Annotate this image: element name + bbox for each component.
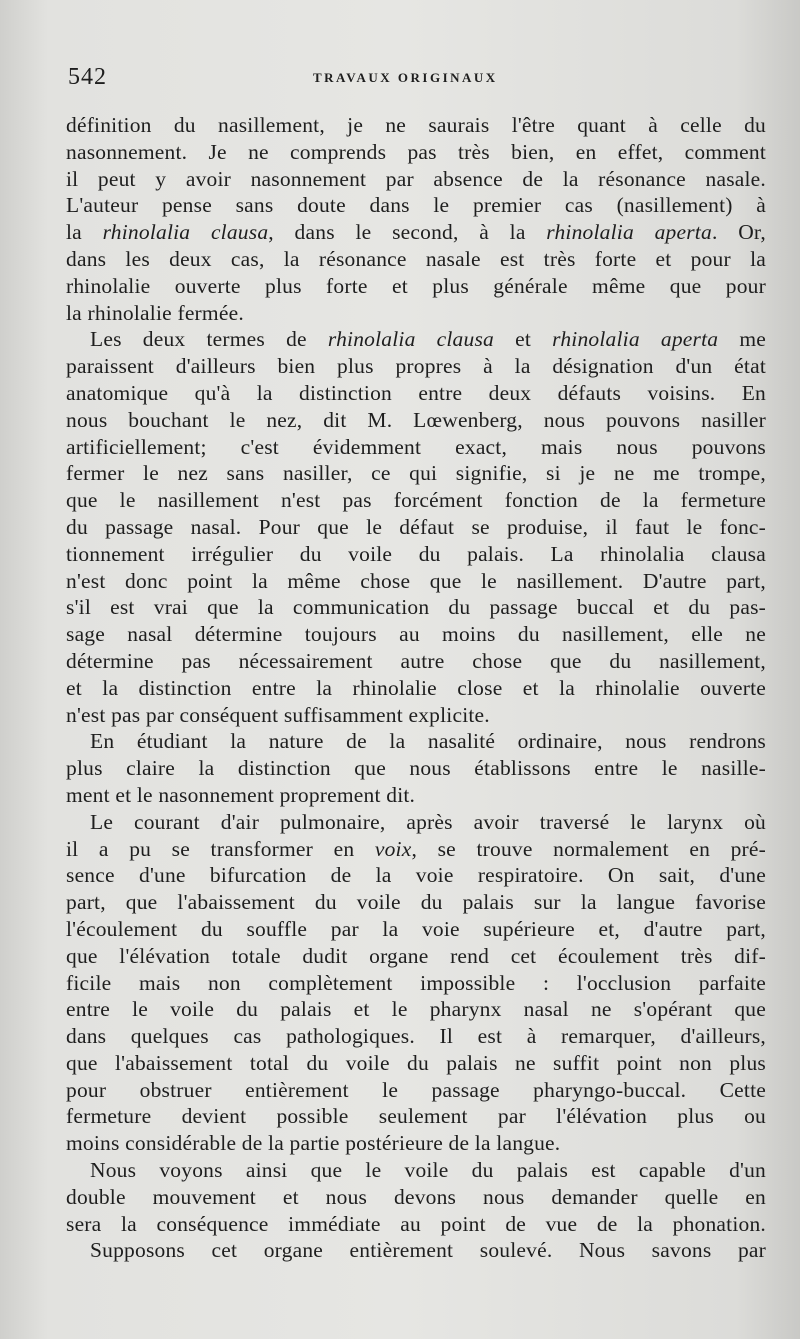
text-line: sera la conséquence immédiate au point de vue de la phonation. bbox=[66, 1211, 766, 1236]
text-line: plus claire la distinction que nous établissons entre le nasille- bbox=[66, 756, 766, 781]
text-line: rhinolalie ouverte plus forte et plus générale même que pour bbox=[66, 273, 766, 298]
text-line: et la distinction entre la rhinolalie close et la rhinolalie ouverte bbox=[66, 675, 766, 700]
text-line: paraissent d'ailleurs bien plus propres à la désignation d'un état bbox=[66, 354, 766, 379]
text-line: détermine pas nécessairement autre chose que du nasillement, bbox=[66, 648, 766, 673]
text-line: que l'abaissement total du voile du palais ne suffit point non plus bbox=[66, 1050, 766, 1075]
text-line: que le nasillement n'est pas forcément fonction de la fermeture bbox=[66, 488, 766, 513]
text-line: fermer le nez sans nasiller, ce qui signifie, si je ne me trompe, bbox=[66, 461, 766, 486]
paragraph-3 bbox=[66, 728, 766, 808]
paragraph-1 bbox=[66, 112, 766, 326]
text-line: n'est pas par conséquent suffisamment explicite. bbox=[66, 702, 490, 727]
text-line: entre le voile du palais et le pharynx nasal ne s'opérant que bbox=[66, 997, 766, 1022]
paragraph-6 bbox=[66, 1237, 766, 1264]
text-line: que l'élévation totale dudit organe rend cet écoulement très dif- bbox=[66, 943, 766, 968]
text-line: nous bouchant le nez, dit M. Lœwenberg, nous pouvons nasiller bbox=[66, 407, 766, 432]
text-line: pour obstruer entièrement le passage pharyngo-buccal. Cette bbox=[66, 1077, 766, 1102]
text-line: la rhinolalia clausa, dans le second, à la rhinolalia aperta. Or, bbox=[66, 220, 767, 245]
text-line: Le courant d'air pulmonaire, après avoir traversé le larynx où bbox=[90, 809, 766, 834]
paragraph-5 bbox=[66, 1157, 766, 1237]
text-line: part, que l'abaissement du voile du palais sur la langue favorise bbox=[66, 890, 766, 915]
text-line: sence d'une bifurcation de la voie respiratoire. On sait, d'une bbox=[66, 863, 766, 888]
text-line: tionnement irrégulier du voile du palais. La rhinolalia clausa bbox=[66, 541, 766, 566]
page-number: 542 bbox=[68, 64, 107, 90]
text-line: En étudiant la nature de la nasalité ordinaire, nous rendrons bbox=[90, 729, 766, 754]
text-line: Nous voyons ainsi que le voile du palais est capable d'un bbox=[90, 1158, 766, 1183]
text-line: fermeture devient possible seulement par l'élévation plus ou bbox=[66, 1104, 766, 1129]
text-line: sage nasal détermine toujours au moins du nasillement, elle ne bbox=[66, 622, 766, 647]
text-line: double mouvement et nous devons nous demander quelle en bbox=[66, 1184, 766, 1209]
text-line: ment et le nasonnement proprement dit. bbox=[66, 782, 416, 807]
text-line: il peut y avoir nasonnement par absence de la résonance nasale. bbox=[66, 166, 766, 191]
running-head: TRAVAUX ORIGINAUX bbox=[313, 70, 498, 85]
text-line: L'auteur pense sans doute dans le premier cas (nasillement) à bbox=[66, 193, 766, 218]
text-line: anatomique qu'à la distinction entre deux défauts voisins. En bbox=[66, 380, 766, 405]
paragraph-2 bbox=[66, 326, 766, 728]
paragraph-4 bbox=[66, 809, 766, 1157]
body-text bbox=[66, 112, 766, 1264]
text-line: s'il est vrai que la communication du passage buccal et du pas- bbox=[66, 595, 766, 620]
text-line: du passage nasal. Pour que le défaut se produise, il faut le fonc- bbox=[66, 514, 766, 539]
text-line: il a pu se transformer en voix, se trouve normalement en pré- bbox=[66, 836, 766, 861]
text-line: n'est donc point la même chose que le nasillement. D'autre part, bbox=[66, 568, 766, 593]
text-line: l'écoulement du souffle par la voie supérieure et, d'autre part, bbox=[66, 916, 766, 941]
text-line: ficile mais non complètement impossible : l'occlusion parfaite bbox=[66, 970, 766, 995]
page-header bbox=[68, 64, 758, 96]
text-line: Supposons cet organe entièrement soulevé. Nous savons par bbox=[90, 1238, 766, 1263]
text-line: moins considérable de la partie postérieure de la langue. bbox=[66, 1131, 561, 1156]
text-line: définition du nasillement, je ne saurais l'être quant à celle du bbox=[66, 113, 766, 137]
text-line: dans quelques cas pathologiques. Il est à remarquer, d'ailleurs, bbox=[66, 1024, 766, 1049]
text-line: dans les deux cas, la résonance nasale est très forte et pour la bbox=[66, 246, 766, 271]
text-line: la rhinolalie fermée. bbox=[66, 300, 244, 325]
text-line: artificiellement; c'est évidemment exact, mais nous pouvons bbox=[66, 434, 766, 459]
text-line: Les deux termes de rhinolalia clausa et rhinolalia aperta me bbox=[90, 327, 766, 352]
text-line: nasonnement. Je ne comprends pas très bien, en effet, comment bbox=[66, 139, 766, 164]
